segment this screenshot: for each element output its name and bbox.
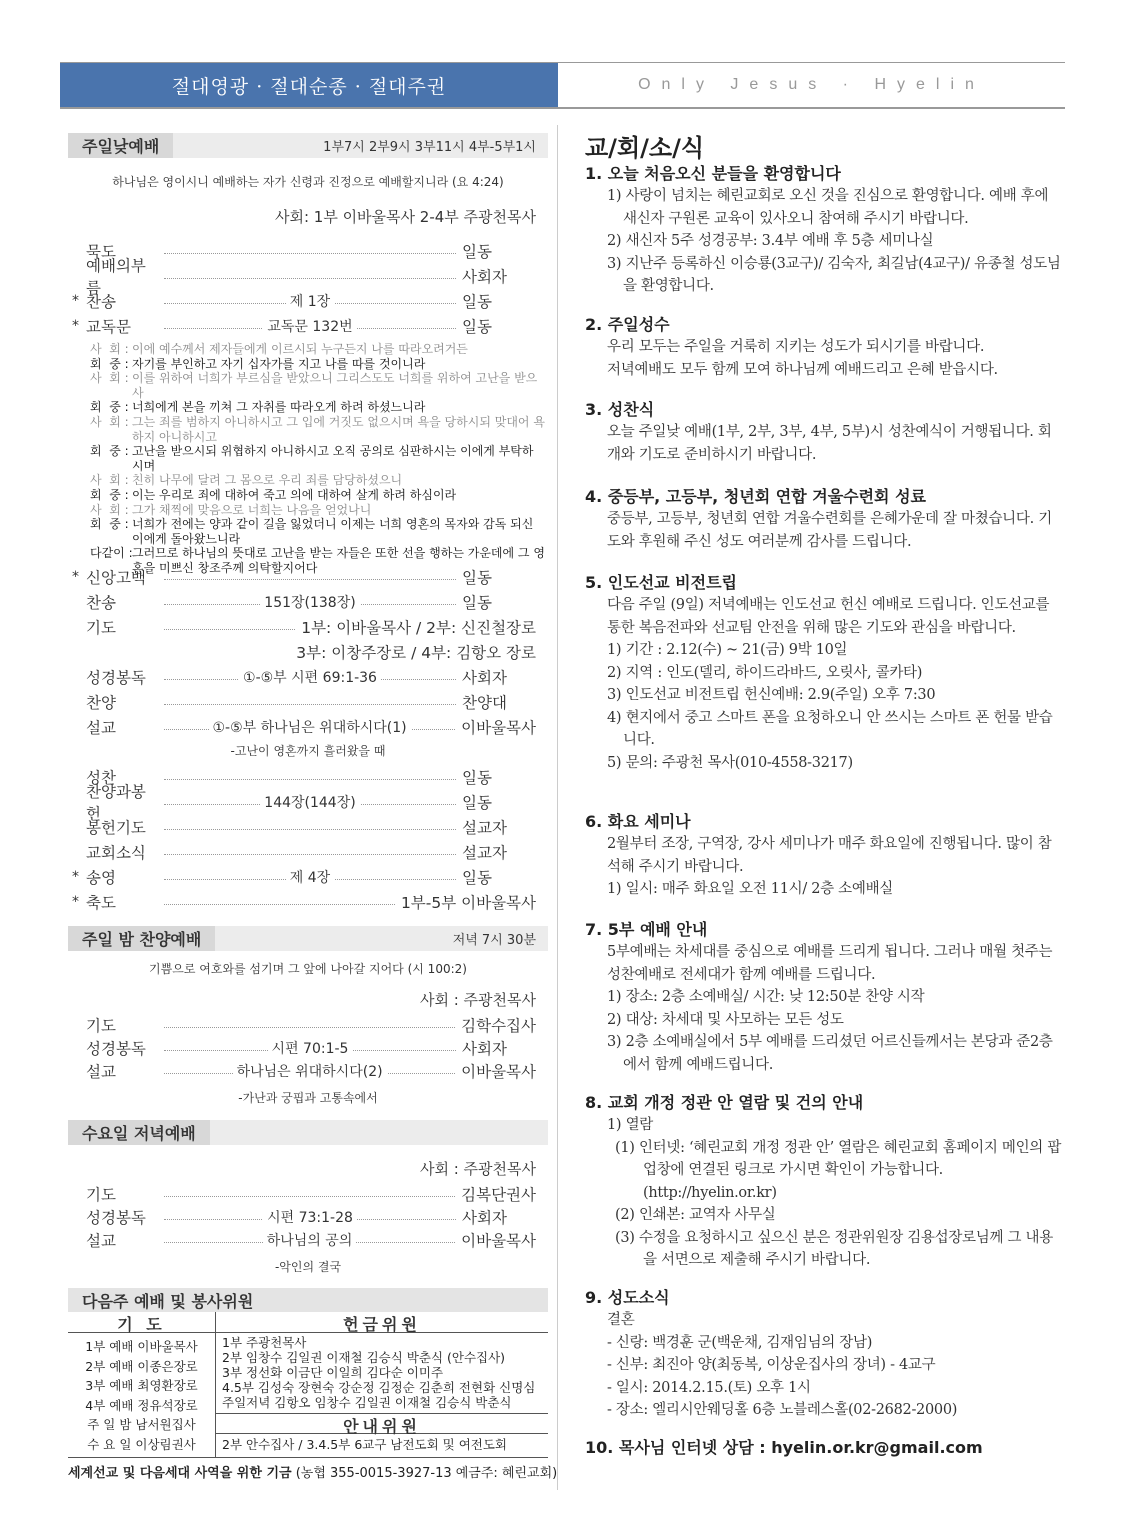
row-label: 축도: [86, 894, 116, 912]
wednesday-service-header: [68, 1120, 548, 1145]
reading-text: 이에 예수께서 제자들에게 이르시되 누구든지 나를 따라오려거든: [132, 342, 468, 356]
prayer-assignment: 주 일 밤 남서원집사: [87, 1417, 196, 1432]
news-section: [585, 1287, 1065, 1422]
row-item: ①-⑤부 하나님은 위대하시다(1): [209, 717, 411, 737]
prayer-assignment: 2부 예배 이종은장로: [85, 1358, 198, 1374]
reading-speaker: 회 중 :: [90, 517, 129, 532]
row-person: 일동: [462, 293, 492, 311]
service-host: 사회: 1부 이바울목사 2-4부 주광천목사: [274, 208, 536, 226]
row-label: 기도: [86, 619, 116, 637]
reading-speaker: 다같이 :: [90, 546, 133, 561]
service-row: [72, 841, 536, 863]
dotted-leader: [164, 1014, 455, 1036]
row-person: 일동: [462, 794, 492, 812]
service-times: 1부7시 2부9시 3부11시 4부-5부1시: [323, 140, 536, 155]
service-times: 저녁 7시 30분: [452, 933, 536, 948]
dotted-leader: [164, 1229, 455, 1251]
reading-speaker: 사 회 :: [90, 502, 129, 517]
reading-speaker: 사 회 :: [90, 371, 129, 386]
service-row: [72, 666, 536, 688]
reading-text: 그는 죄를 범하지 아니하시고 그 입에 거짓도 없으시며 욕을 당하시되 맞대어 욕하지 아니하시고: [132, 414, 545, 444]
offering-column: [216, 1312, 548, 1458]
news-line: (2) 인쇄본: 교역자 사무실: [615, 1207, 776, 1223]
service-row: [72, 1206, 536, 1228]
row-label: 찬송: [86, 594, 116, 612]
news-line: 다음 주일 (9일) 저녁예배는 인도선교 헌신 예배로 드립니다. 인도선교를 통한 복음전파와 선교팀 안전을 위해 많은 기도와 관심을 바랍니다.: [607, 597, 1050, 636]
prayer-assignment: 1부 예배 이바울목사: [85, 1339, 198, 1354]
fund-title: 세계선교 및 다음세대 사역을 위한 기금: [68, 1466, 292, 1481]
row-person: 이바울목사: [461, 1063, 536, 1081]
news-title: 교/회/소/식: [585, 134, 705, 162]
reading-line: [90, 473, 545, 488]
reading-line: [90, 342, 545, 357]
row-item: 하나님은 위대하시다(2): [233, 1061, 387, 1081]
news-heading: 5. 인도선교 비전트립: [585, 573, 737, 592]
sermon-subtitle: -가난과 궁핍과 고통속에서: [238, 1091, 378, 1105]
reading-line: [90, 371, 545, 400]
row-label: 찬송: [86, 293, 116, 311]
news-section: [585, 919, 1065, 1076]
row-label: 교독문: [86, 318, 131, 336]
news-line: 우리 모두는 주일을 거룩히 지키는 성도가 되시기를 바랍니다.: [607, 339, 985, 355]
row-label: 성찬: [86, 769, 116, 787]
row-person: 일동: [462, 243, 492, 261]
dotted-leader: [164, 290, 456, 312]
news-line: 2월부터 조장, 구역장, 강사 세미나가 매주 화요일에 진행됩니다. 많이 참석해 주시기 바랍니다.: [607, 836, 1052, 875]
service-row: [72, 716, 536, 738]
news-line: 1) 기간 : 2.12(수) ~ 21(금) 9박 10일: [607, 642, 848, 658]
reading-line: [90, 488, 545, 503]
dotted-leader: [164, 1060, 455, 1082]
offering-header: 헌금위원: [216, 1312, 548, 1333]
reading-text: 이를 위하여 너희가 부르심을 받았으니 그리스도도 너희를 위하여 고난을 받으사: [132, 371, 538, 400]
reading-line: [90, 400, 545, 415]
required-stand-icon: *: [72, 293, 79, 309]
row-item: 하나님의 공의: [263, 1230, 357, 1250]
row-person: 1부-5부 이바울목사: [400, 894, 536, 912]
offering-assignment: 1부 주광천목사: [222, 1335, 307, 1350]
section-title: 수요일 저녁예배: [68, 1120, 210, 1145]
service-host: 사회 : 주광천목사: [419, 1160, 536, 1178]
row-label: 묵도: [86, 243, 116, 261]
news-line: - 신부: 최진아 양(최동복, 이상운집사의 장녀) - 4교구: [607, 1357, 936, 1373]
next-week-header: 다음주 예배 및 봉사위원: [68, 1288, 548, 1312]
news-line: 1) 사랑이 넘치는 혜린교회로 오신 것을 진심으로 환영합니다. 예배 후에 새신자 구원론 교육이 있사오니 참여해 주시기 바랍니다.: [607, 188, 1049, 227]
usher-header: 안내위원: [216, 1413, 548, 1434]
row-item: 144장(144장): [260, 792, 359, 812]
news-line: 결혼: [607, 1312, 635, 1328]
dotted-leader: [164, 816, 456, 838]
news-line: 2) 지역 : 인도(델리, 하이드라바드, 오릿사, 콜카타): [607, 664, 923, 681]
section-title: 주일낮예배: [68, 133, 173, 158]
row-person: 이바울목사: [461, 1232, 536, 1250]
theme-verse: 하나님은 영이시니 예배하는 자가 신령과 진정으로 예배할지니라 (요 4:24): [112, 175, 504, 189]
row-label: 설교: [86, 1232, 116, 1250]
row-label: 기도: [86, 1017, 116, 1035]
service-row: [72, 1037, 536, 1059]
row-label: 봉헌기도: [86, 819, 146, 837]
reading-text: 자기를 부인하고 자기 십자가를 지고 나를 따를 것이니라: [132, 356, 426, 371]
service-host: 사회 : 주광천목사: [419, 991, 536, 1009]
row-label: 송영: [86, 869, 116, 887]
dotted-leader: [164, 1206, 456, 1228]
reading-text: 친히 나무에 달려 그 몸으로 우리 죄를 담당하셨으니: [132, 473, 403, 488]
news-line: 1) 열람: [607, 1117, 654, 1133]
tagline: Only Jesus · Hyelin: [638, 76, 985, 93]
reading-text: 그가 채찍에 맞음으로 너희는 나음을 얻었나니: [132, 502, 372, 517]
reading-text: 이는 우리로 죄에 대하여 죽고 의에 대하여 살게 하려 하심이라: [132, 487, 457, 502]
news-section: [585, 399, 1065, 466]
row-person: 사회자: [462, 669, 507, 687]
reading-speaker: 회 중 :: [90, 444, 129, 459]
offering-assignment: 3부 정선화 이금단 이일희 김다순 이미주: [222, 1365, 444, 1380]
row-person: 사회자: [462, 1209, 507, 1227]
row-item: 제 4장: [286, 867, 334, 887]
service-row: [72, 257, 536, 297]
fund-account: (농협 355-0015-3927-13 예금주: 혜린교회): [291, 1466, 558, 1481]
row-person: 찬양대: [462, 694, 507, 712]
dotted-leader: [164, 791, 456, 813]
dotted-leader: [164, 666, 456, 688]
motto: 절대영광 · 절대순종 · 절대주권: [60, 63, 558, 107]
news-section: [585, 572, 1065, 774]
news-line: 5) 문의: 주광천 목사(010-4558-3217): [607, 754, 853, 771]
row-person: 3부: 이창주장로 / 4부: 김항오 장로: [296, 644, 536, 662]
service-row: [72, 866, 536, 888]
news-line: 저녁예배도 모두 함께 모여 하나님께 예배드리고 은혜 받읍시다.: [607, 361, 998, 378]
service-row: [72, 783, 536, 823]
news-line: (1) 인터넷: ‘혜린교회 개정 정관 안’ 열람은 혜린교회 홈페이지 메인의 팝업창에 연결된 링크로 가시면 확인이 가능합니다. (http://hyelin.or.kr): [615, 1139, 1062, 1201]
news-section: [585, 314, 1065, 381]
news-heading: 9. 성도소식: [585, 1288, 670, 1307]
reading-line: [90, 357, 545, 372]
row-item: 시편 73:1-28: [263, 1207, 357, 1227]
service-row: [72, 1060, 536, 1082]
offering-assignment: 2부 임창수 김일권 이재철 김승식 박춘식 (안수집사): [222, 1350, 506, 1365]
news-heading: 7. 5부 예배 안내: [585, 920, 708, 939]
news-heading: 10. 목사님 인터넷 상담 : hyelin.or.kr@gmail.com: [585, 1438, 983, 1457]
service-row: [72, 1229, 536, 1251]
row-person: 이바울목사: [461, 719, 536, 737]
dotted-leader: [164, 265, 456, 287]
row-item: 제 1장: [286, 291, 334, 311]
row-person: 사회자: [462, 1040, 507, 1058]
reading-speaker: 사 회 :: [90, 414, 129, 429]
news-heading: 1. 오늘 처음오신 분들을 환영합니다: [585, 164, 841, 183]
news-section: [585, 811, 1065, 901]
row-person: 일동: [462, 594, 492, 612]
prayer-header: 기 도: [68, 1312, 215, 1333]
prayer-assignment: 수 요 일 이상림권사: [87, 1436, 196, 1452]
reading-line: [90, 503, 545, 518]
row-label: 설교: [86, 719, 116, 737]
prayer-column: [68, 1312, 216, 1458]
reading-line: [90, 444, 545, 473]
dotted-leader: [164, 1037, 456, 1059]
service-row: [72, 641, 536, 663]
dotted-leader: [164, 766, 456, 788]
dotted-leader: [164, 1183, 455, 1205]
reading-text: 그러므로 하나님의 뜻대로 고난을 받는 자들은 또한 선을 행하는 가운데에 그 영혼을 미쁘신 창조주께 의탁할지어다: [132, 546, 545, 575]
row-item: 시편 70:1-5: [268, 1038, 353, 1058]
row-person: 설교자: [462, 819, 507, 837]
dotted-leader: [164, 691, 456, 713]
news-line: 3) 인도선교 비전트립 헌신예배: 2.9(주일) 오후 7:30: [607, 687, 936, 703]
prayer-assignment: 4부 예배 정유석장로: [85, 1397, 198, 1413]
offering-assignment: 주일저녁 김항오 임창수 김일권 이재철 김승식 박춘식: [222, 1395, 512, 1410]
reading-speaker: 회 중 :: [90, 356, 129, 371]
dotted-leader: [164, 841, 456, 863]
row-label: 기도: [86, 1186, 116, 1204]
prayer-assignment: 3부 예배 최영환장로: [85, 1378, 198, 1393]
sunday-service-header: [68, 133, 548, 158]
dotted-leader: [164, 716, 455, 738]
reading-speaker: 회 중 :: [90, 487, 129, 502]
reading-text: 너희에게 본을 끼쳐 그 자취를 따라오게 하려 하셨느니라: [132, 400, 426, 415]
news-line: 4) 현지에서 중고 스마트 폰을 요청하오니 안 쓰시는 스마트 폰 헌물 받습니다.: [607, 709, 1053, 748]
required-stand-icon: *: [72, 569, 79, 585]
theme-verse: 기쁨으로 여호와를 섬기며 그 앞에 나아갈 지어다 (시 100:2): [149, 962, 467, 976]
news-line: - 신랑: 백경훈 군(백운채, 김재임님의 장남): [607, 1334, 873, 1351]
reading-text: 너희가 전에는 양과 같이 길을 잃었더니 이제는 너희 영혼의 목자와 감독 되신 이에게 돌아왔느니라: [132, 517, 534, 546]
news-line: - 일시: 2014.2.15.(토) 오후 1시: [607, 1379, 811, 1396]
required-stand-icon: *: [72, 869, 79, 885]
news-line: 1) 일시: 매주 화요일 오전 11시/ 2층 소예배실: [607, 881, 893, 897]
service-row: [72, 315, 536, 337]
row-label: 성경봉독: [86, 669, 146, 687]
dotted-leader: [164, 591, 456, 613]
required-stand-icon: *: [72, 318, 79, 334]
dotted-leader: [164, 866, 456, 888]
news-heading: 3. 성찬식: [585, 400, 655, 419]
row-label: 예배의부름: [86, 257, 146, 297]
usher-text: 2부 안수집사 / 3.4.5부 6교구 남전도회 및 여전도회: [222, 1437, 508, 1452]
news-line: 오늘 주일낮 예배(1부, 2부, 3부, 4부, 5부)시 성찬예식이 거행됩니다. 회개와 기도로 준비하시기 바랍니다.: [607, 424, 1052, 463]
service-row: [72, 616, 536, 638]
row-label: 성경봉독: [86, 1209, 146, 1227]
reading-line: [90, 415, 545, 444]
sermon-subtitle: -고난이 영혼까지 흘러왔을 때: [230, 744, 386, 758]
night-service-header: [68, 926, 548, 951]
service-row: [72, 591, 536, 613]
row-item: ①-⑤부 시편 69:1-36: [239, 667, 381, 687]
required-stand-icon: *: [72, 894, 79, 910]
row-person: 일동: [462, 769, 492, 787]
reading-speaker: 사 회 :: [90, 473, 129, 488]
reading-speaker: 회 중 :: [90, 400, 129, 415]
offering-assignment: 4.5부 김성숙 장현숙 강순정 김정순 김춘희 전현화 신명심: [222, 1380, 536, 1395]
row-person: 김복단권사: [461, 1186, 536, 1204]
news-heading: 2. 주일성수: [585, 315, 670, 334]
service-row: [72, 1183, 536, 1205]
row-label: 신앙고백: [86, 569, 146, 587]
row-person: 일동: [462, 318, 492, 336]
reading-speaker: 사 회 :: [90, 342, 129, 356]
news-heading: 4. 중등부, 고등부, 청년회 연합 겨울수련회 성료: [585, 487, 926, 506]
news-heading: 6. 화요 세미나: [585, 812, 691, 831]
page-header: [60, 62, 1065, 109]
news-line: 중등부, 고등부, 청년회 연합 겨울수련회를 은혜가운데 잘 마쳤습니다. 기도와 후원해 주신 성도 여러분께 감사를 드립니다.: [607, 511, 1052, 550]
dotted-leader: [164, 315, 456, 337]
news-line: 3) 2층 소예배실에서 5부 예배를 드리셨던 어르신들께서는 본당과 준2층에서 함께 예배드립니다.: [607, 1034, 1053, 1073]
news-line: 5부예배는 차세대를 중심으로 예배를 드리게 됩니다. 그러나 매월 첫주는 성찬예배로 전세대가 함께 예배를 드립니다.: [607, 944, 1053, 983]
news-section: [585, 486, 1065, 553]
sermon-subtitle: -악인의 결국: [274, 1260, 342, 1274]
news-line: 1) 장소: 2층 소예배실/ 시간: 낮 12:50분 찬양 시작: [607, 989, 925, 1005]
reading-line: [90, 517, 545, 546]
row-label: 교회소식: [86, 844, 146, 862]
dotted-leader: [164, 240, 456, 262]
news-section: [585, 1437, 1065, 1459]
row-person: 설교자: [462, 844, 507, 862]
service-row: [72, 891, 536, 913]
row-label: 설교: [86, 1063, 116, 1081]
column-divider: [557, 125, 558, 1490]
row-person: 일동: [462, 869, 492, 887]
service-row: [72, 1014, 536, 1036]
row-person: 1부: 이바울목사 / 2부: 신진철장로: [301, 619, 536, 637]
row-person: 일동: [462, 569, 492, 587]
row-label: 찬양: [86, 694, 116, 712]
row-person: 사회자: [462, 268, 507, 286]
mission-fund-note: [68, 1462, 558, 1481]
service-row: [72, 691, 536, 713]
dotted-leader: [164, 891, 395, 913]
news-heading: 8. 교회 개정 정관 안 열람 및 건의 안내: [585, 1093, 864, 1112]
row-label: 찬양과봉헌: [86, 783, 146, 823]
news-line: 2) 대상: 차세대 및 사모하는 모든 성도: [607, 1011, 844, 1028]
responsive-reading: [90, 342, 545, 576]
row-item: 151장(138장): [260, 592, 359, 612]
service-row: [72, 566, 536, 588]
dotted-leader: [164, 566, 456, 588]
service-row: [72, 290, 536, 312]
dotted-leader: [164, 616, 295, 638]
service-row: [72, 816, 536, 838]
news-section: [585, 1092, 1065, 1272]
row-item: 교독문 132번: [263, 316, 356, 336]
reading-text: 고난을 받으시되 위협하지 아니하시고 오직 공의로 심판하시는 이에게 부탁하시며: [132, 444, 534, 473]
row-label: 성경봉독: [86, 1040, 146, 1058]
next-week-table: [68, 1312, 548, 1458]
news-line: - 장소: 엘리시안웨딩홀 6층 노블레스홀(02-2682-2000): [607, 1402, 958, 1418]
news-line: 3) 지난주 등록하신 이승룡(3교구)/ 김숙자, 최길남(4교구)/ 유종철 성도님을 환영합니다.: [607, 255, 1061, 294]
section-title: 주일 밤 찬양예배: [68, 926, 215, 951]
row-person: 김학수집사: [461, 1017, 536, 1035]
news-line: 2) 새신자 5주 성경공부: 3.4부 예배 후 5층 세미나실: [607, 233, 934, 249]
news-section: [585, 163, 1065, 298]
news-line: (3) 수정을 요청하시고 싶으신 분은 정관위원장 김용섭장로님께 그 내용을 서면으로 제출해 주시기 바랍니다.: [615, 1229, 1053, 1268]
